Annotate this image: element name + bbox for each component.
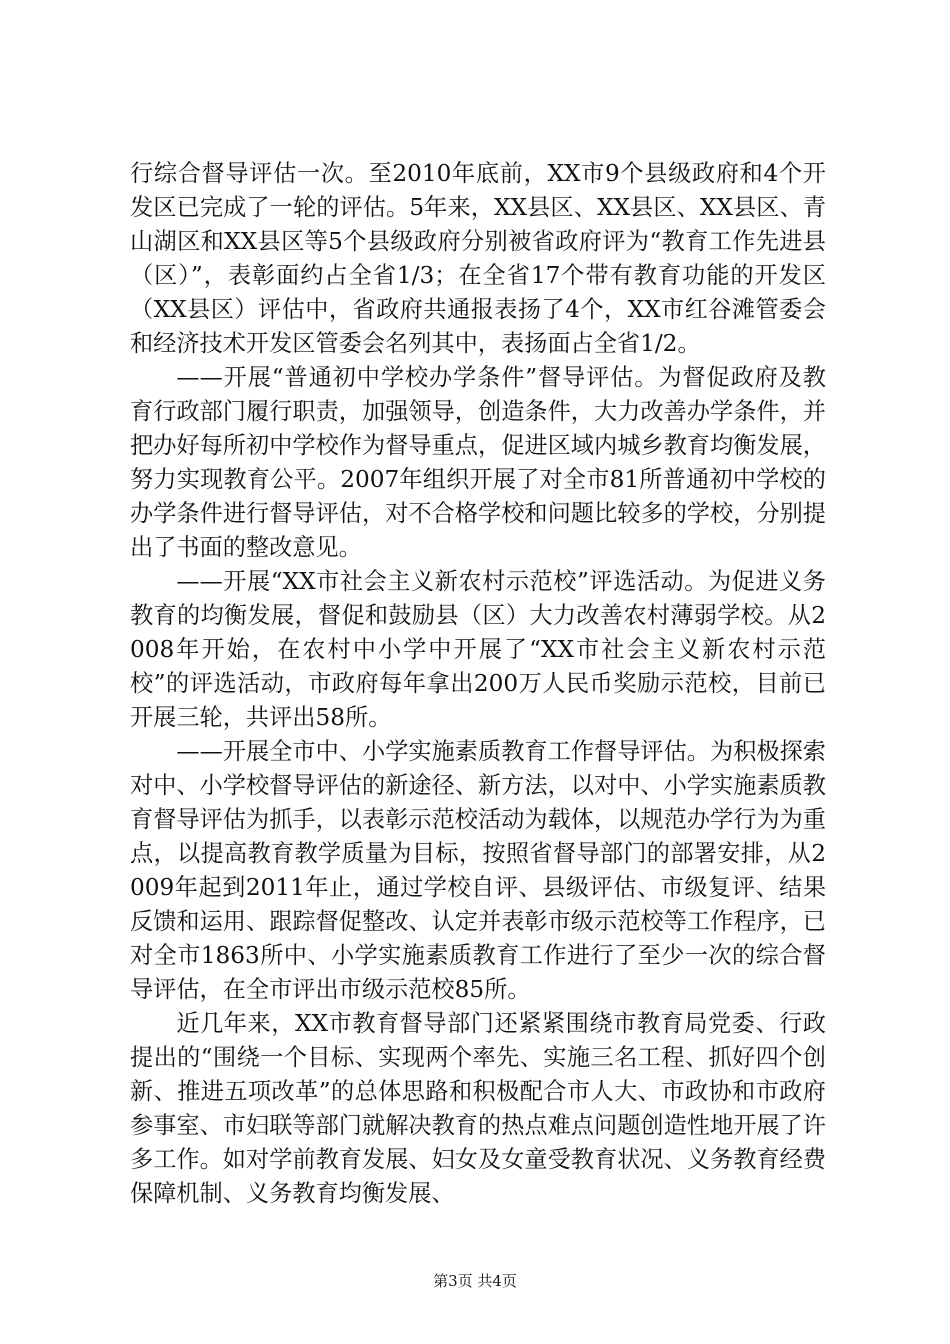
paragraph-2: ——开展“普通初中学校办学条件”督导评估。为督促政府及教育行政部门履行职责，加强领导，创造条件，大力改善办学条件，并把办好每所初中学校作为督导重点，促进区域内城乡教育均衡发展，努力实现教育公平。2007年组织开展了对全市81所普通初中学校的办学条件进行督导评估，对不合格学校和问题比较多的学校，分别提出了书面的整改意见。 [130, 364, 826, 561]
paragraph-5: 近几年来，XX市教育督导部门还紧紧围绕市教育局党委、行政提出的“围绕一个目标、实现两个率先、实施三名工程、抓好四个创新、推进五项改革”的总体思路和积极配合市人大、市政协和市政府参事室、市妇联等部门就解决教育的热点难点问题创造性地开展了许多工作。如对学前教育发展、妇女及女童受教育状况、义务教育经费保障机制、义务教育均衡发展、 [130, 1010, 826, 1207]
page-footer: 第3页 共4页 [433, 1272, 517, 1290]
paragraph-1: 行综合督导评估一次。至2010年底前，XX市9个县级政府和4个开发区已完成了一轮的评估。5年来，XX县区、XX县区、XX县区、青山湖区和XX县区等5个县级政府分别被省政府评为“教育工作先进县（区）”，表彰面约占全省1/3；在全省17个带有教育功能的开发区（XX县区）评估中，省政府共通报表扬了4个，XX市红谷滩管委会和经济技术开发区管委会名列其中，表扬面占全省1/2。 [130, 160, 826, 357]
document-body [130, 157, 826, 1211]
paragraph-3: ——开展“XX市社会主义新农村示范校”评选活动。为促进义务教育的均衡发展，督促和鼓励县（区）大力改善农村薄弱学校。从2008年开始，在农村中小学中开展了“XX市社会主义新农村示范校”的评选活动，市政府每年拿出200万人民币奖励示范校，目前已开展三轮，共评出58所。 [130, 568, 826, 731]
paragraph-4: ——开展全市中、小学实施素质教育工作督导评估。为积极探索对中、小学校督导评估的新途径、新方法，以对中、小学实施素质教育督导评估为抓手，以表彰示范校活动为载体，以规范办学行为为重点，以提高教育教学质量为目标，按照省督导部门的部署安排，从2009年起到2011年止，通过学校自评、县级评估、市级复评、结果反馈和运用、跟踪督促整改、认定并表彰市级示范校等工作程序，已对全市1863所中、小学实施素质教育工作进行了至少一次的综合督导评估，在全市评出市级示范校85所。 [130, 738, 826, 1003]
